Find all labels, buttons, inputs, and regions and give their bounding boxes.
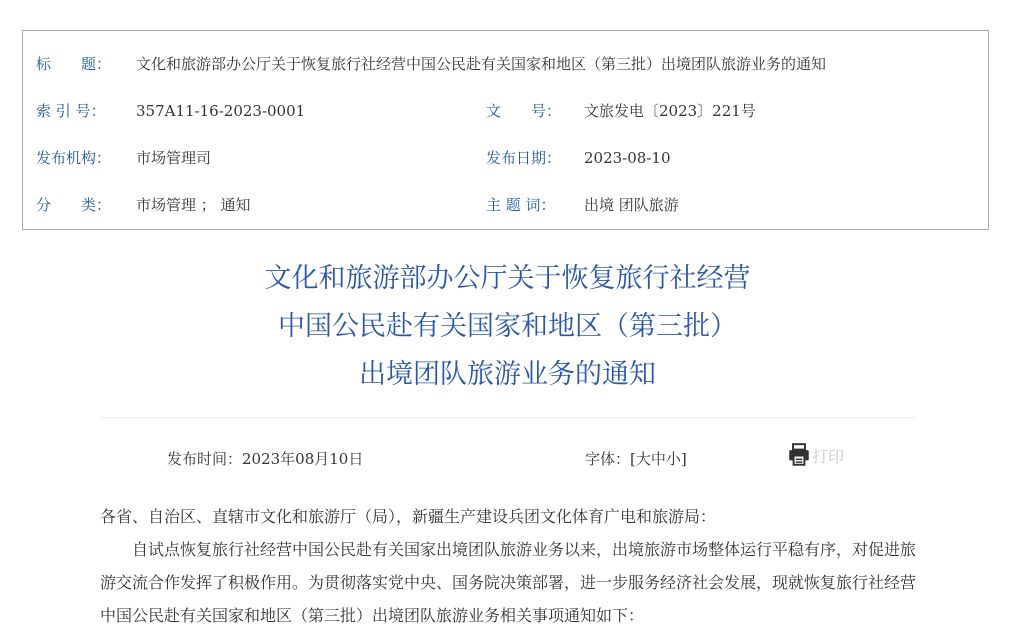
printer-icon [786,442,812,468]
category-value: 市场管理 ； 通知 [136,196,251,214]
index-number-value: 357A11-16-2023-0001 [136,101,306,120]
article-title-line2: 中国公民赴有关国家和地区（第三批） [278,311,737,342]
print-button[interactable] [786,442,844,468]
meta-row-category-subject [23,181,988,228]
publish-time: 发布时间：2023年08月10日 [167,450,364,468]
document-body [100,500,916,631]
meta-row-agency-date [23,134,988,181]
document-meta-table [22,30,989,230]
subject-words-label: 主 题 词： [486,196,556,214]
article-title-line1: 文化和旅游部办公厅关于恢复旅行社经营 [264,263,751,294]
title-value: 文化和旅游部办公厅关于恢复旅行社经营中国公民赴有关国家和地区（第三批）出境团队旅游业务的通知 [136,55,827,73]
print-button-label: 打印 [812,446,845,466]
article-title [100,255,915,399]
body-paragraph-1: 自试点恢复旅行社经营中国公民赴有关国家出境团队旅游业务以来，出境旅游市场整体运行平稳有序，对促进旅游交流合作发挥了积极作用。为贯彻落实党中央、国务院决策部署，进一步服务经济社会发展，现就恢复旅行社经营中国公民赴有关国家和地区（第三批）出境团队旅游业务相关事项通知如下： [100,540,917,625]
issuing-agency-label: 发布机构： [36,149,112,167]
title-divider [100,417,915,418]
title-label: 标 题： [36,55,112,73]
publish-date-value: 2023-08-10 [584,148,671,167]
font-size-control[interactable]: 字体：[大中小] [585,450,687,468]
doc-number-value: 文旅发电〔2023〕221号 [584,102,756,120]
publish-date-label: 发布日期： [486,149,562,167]
category-label: 分 类： [36,196,112,214]
publish-info-row [100,441,915,471]
salutation-line: 各省、自治区、直辖市文化和旅游厅（局），新疆生产建设兵团文化体育广电和旅游局： [100,507,717,526]
doc-number-label: 文 号： [486,102,562,120]
article-title-line3: 出境团队旅游业务的通知 [359,359,656,390]
index-number-label: 索 引 号： [36,102,106,120]
meta-row-index-docnum [23,87,988,134]
meta-row-title [23,40,988,87]
subject-words-value: 出境 团队旅游 [584,196,679,214]
issuing-agency-value: 市场管理司 [136,149,212,167]
